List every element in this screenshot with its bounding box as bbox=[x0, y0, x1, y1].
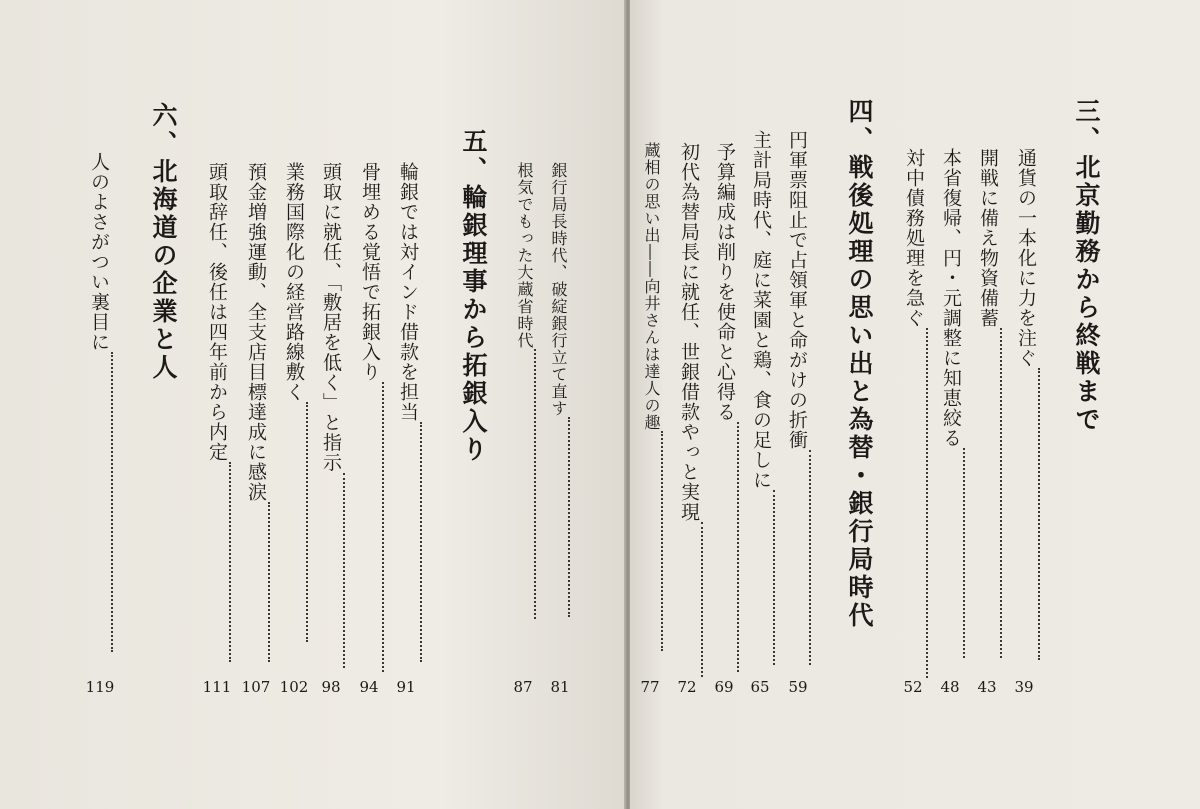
toc-entry bbox=[784, 130, 811, 665]
dot-leader bbox=[926, 328, 928, 678]
chapter-heading: 三、北京勤務から終戦まで bbox=[1072, 98, 1101, 434]
page-number: 107 bbox=[241, 678, 271, 696]
entry-title: 根気でもった大蔵省時代 bbox=[515, 162, 534, 349]
dot-leader bbox=[773, 490, 775, 665]
dot-leader bbox=[111, 352, 113, 652]
dot-leader bbox=[534, 349, 536, 619]
entry-title: 頭取辞任、後任は四年前から内定 bbox=[206, 162, 228, 462]
toc-entry bbox=[748, 130, 775, 665]
entry-title: 業務国際化の経営路線敷く bbox=[283, 162, 305, 402]
toc-entry bbox=[395, 162, 422, 662]
chapter-heading: 四、戦後処理の思い出と為替・銀行局時代 bbox=[845, 98, 874, 630]
toc-entry bbox=[513, 162, 536, 619]
entry-title: 予算編成は削りを使命と心得る bbox=[714, 142, 736, 422]
page-number: 119 bbox=[85, 678, 115, 696]
dot-leader bbox=[809, 450, 811, 665]
entry-title: 主計局時代、庭に菜園と鶏、食の足しに bbox=[750, 130, 772, 490]
page-number: 39 bbox=[1014, 678, 1034, 696]
page-number: 91 bbox=[396, 678, 416, 696]
dot-leader bbox=[420, 422, 422, 662]
entry-title: 円軍票阻止で占領軍と命がけの折衝 bbox=[786, 130, 808, 450]
entry-title: 人のよさがつい裏目に bbox=[88, 152, 110, 352]
toc-entry bbox=[547, 162, 570, 617]
toc-entry bbox=[901, 148, 928, 678]
entry-title: 蔵相の思い出――向井さんは達人の趣 bbox=[642, 142, 661, 431]
dot-leader bbox=[568, 417, 570, 617]
entry-title: 通貨の一本化に力を注ぐ bbox=[1015, 148, 1037, 368]
page-number: 52 bbox=[903, 678, 923, 696]
entry-title: 開戦に備え物資備蓄 bbox=[977, 148, 999, 328]
toc-entry bbox=[676, 142, 703, 677]
page-number: 59 bbox=[788, 678, 808, 696]
dot-leader bbox=[268, 502, 270, 662]
toc-entry bbox=[640, 142, 663, 651]
page-number: 65 bbox=[750, 678, 770, 696]
entry-title: 初代為替局長に就任、世銀借款やっと実現 bbox=[678, 142, 700, 522]
dot-leader bbox=[963, 448, 965, 658]
entry-title: 骨埋める覚悟で拓銀入り bbox=[359, 162, 381, 382]
right-page bbox=[630, 0, 1200, 809]
toc-entry bbox=[1013, 148, 1040, 660]
entry-title: 対中債務処理を急ぐ bbox=[903, 148, 925, 328]
dot-leader bbox=[382, 382, 384, 672]
chapter-heading: 五、輪銀理事から拓銀入り bbox=[459, 128, 488, 464]
page-number: 69 bbox=[714, 678, 734, 696]
toc-entry bbox=[243, 162, 270, 662]
dot-leader bbox=[306, 402, 308, 642]
page-number: 102 bbox=[279, 678, 309, 696]
page-number: 43 bbox=[977, 678, 997, 696]
dot-leader bbox=[1000, 328, 1002, 658]
page-number: 81 bbox=[550, 678, 570, 696]
chapter-heading: 六、北海道の企業と人 bbox=[149, 102, 178, 382]
dot-leader bbox=[343, 473, 345, 668]
dot-leader bbox=[1038, 368, 1040, 660]
entry-title: 輪銀では対インド借款を担当 bbox=[397, 162, 419, 422]
entry-title: 本省復帰、円・元調整に知恵絞る bbox=[940, 148, 962, 448]
entry-title: 銀行局長時代、破綻銀行立て直す bbox=[549, 162, 568, 417]
toc-entry bbox=[204, 162, 231, 662]
toc-entry bbox=[281, 162, 308, 642]
page-number: 77 bbox=[640, 678, 660, 696]
page-number: 111 bbox=[202, 678, 232, 696]
entry-title: 預金増強運動、全支店目標達成に感涙 bbox=[245, 162, 267, 502]
page-number: 94 bbox=[359, 678, 379, 696]
page-number: 72 bbox=[677, 678, 697, 696]
dot-leader bbox=[737, 422, 739, 672]
toc-entry bbox=[86, 152, 113, 652]
page-number: 87 bbox=[513, 678, 533, 696]
dot-leader bbox=[229, 462, 231, 662]
toc-entry bbox=[975, 148, 1002, 658]
toc-entry bbox=[712, 142, 739, 672]
page-number: 98 bbox=[321, 678, 341, 696]
toc-entry bbox=[318, 162, 345, 668]
toc-entry bbox=[938, 148, 965, 658]
entry-title: 頭取に就任、「敷居を低く」と指示 bbox=[320, 162, 342, 473]
dot-leader bbox=[701, 522, 703, 677]
page-number: 48 bbox=[940, 678, 960, 696]
dot-leader bbox=[661, 431, 663, 651]
toc-entry bbox=[357, 162, 384, 672]
